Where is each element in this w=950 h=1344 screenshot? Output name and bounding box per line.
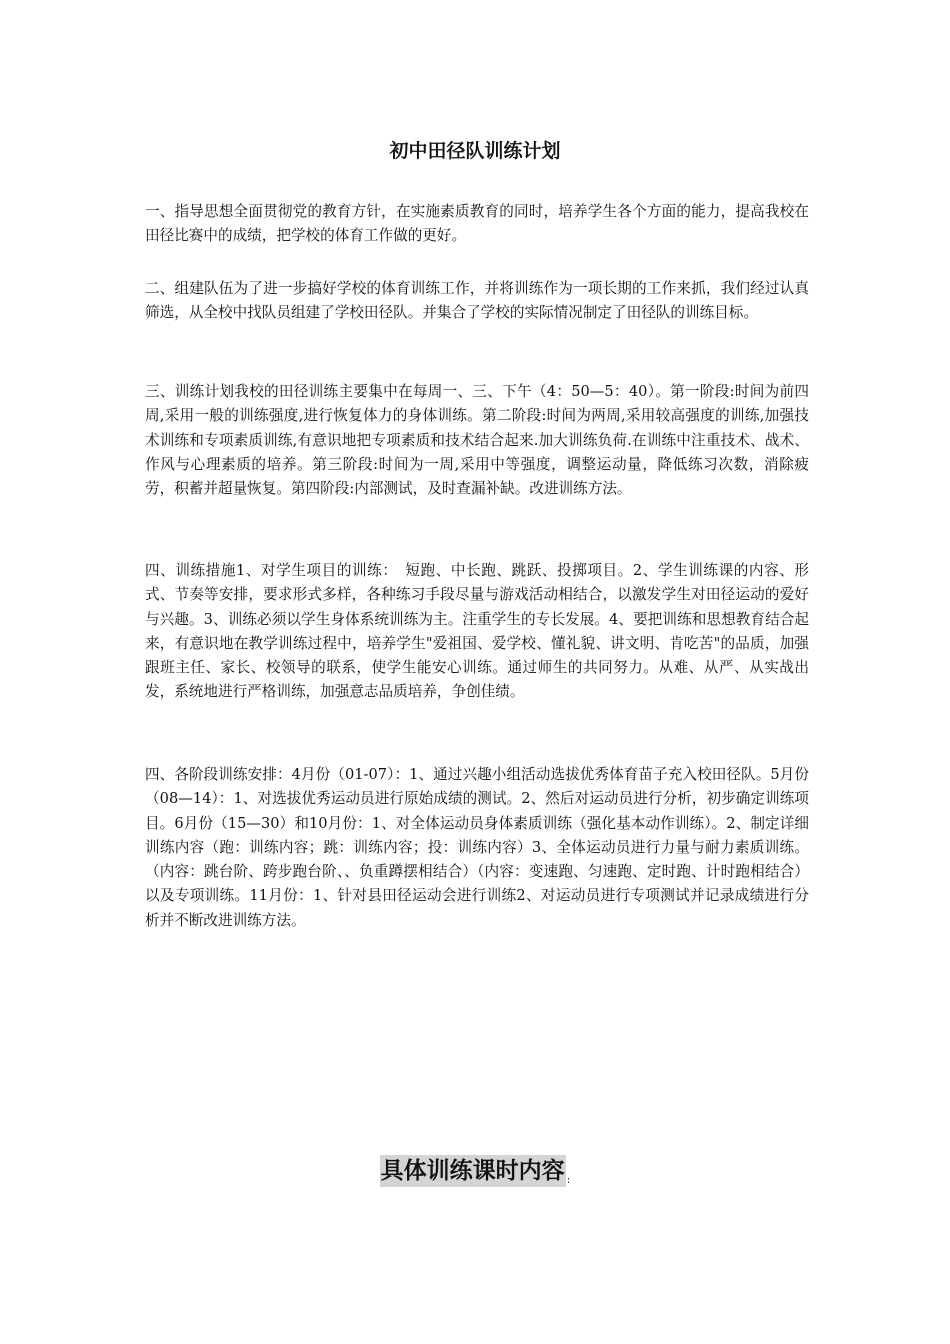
paragraph-training-plan: 三、训练计划我校的田径训练主要集中在每周一、三、下午（4：50—5：40）。第一阶段:时间为前四周,采用一般的训练强度,进行恢复体力的身体训练。第二阶段:时间为两周,采用较高强度的训练,加强技术训练和专项素质训练,有意识地把专项素质和技术结合起来.加大训练负荷.在训练中注重技术、战术、作风与心理素质的培养。第三阶段:时间为一周,采用中等强度，调整运动量，降低练习次数，消除疲劳，积蓄并超量恢复。第四阶段:内部测试，及时查漏补缺。改进训练方法。 — [145, 383, 809, 498]
paragraph-stage-schedule: 四、各阶段训练安排：4月份（01-07）：1、通过兴趣小组活动选拔优秀体育苗子充入校田径队。5月份（08—14）：1、对选拔优秀运动员进行原始成绩的测试。2、然后对运动员进行分析，初步确定训练项目。6月份（15—30）和10月份：1、对全体运动员身体素质训练（强化基本动作训练）。2、制定详细训练内容（跑：训练内容；跳：训练内容；投：训练内容）3、全体运动员进行力量与耐力素质训练。（内容：跳台阶、跨步跑台阶、、负重蹲摆相结合）（内容：变速跑、匀速跑、定时跑、计时跑相结合）以及专项训练。11月份：1、针对县田径运动会进行训练2、对运动员进行专项测试并记录成绩进行分析并不断改进训练方法。 — [145, 766, 809, 929]
document-title: 初中田径队训练计划 — [389, 140, 561, 162]
paragraph-training-measures: 四、训练措施1、对学生项目的训练： 短跑、中长跑、跳跃、投掷项目。2、学生训练课的内容、形式、节奏等安排，要求形式多样，各种练习手段尽量与游戏活动相结合，以激发学生对田径运动的爱好与兴趣。3、训练必须以学生身体系统训练为主。注重学生的专长发展。4、要把训练和思想教育结合起来，有意识地在教学训练过程中，培养学生"爱祖国、爱学校、懂礼貌、讲文明、肯吃苦"的品质，加强跟班主任、家长、校领导的联系，使学生能安心训练。通过师生的共同努力。从难、从严、从实战出发，系统地进行严格训练，加强意志品质培养，争创佳绩。 — [145, 562, 809, 701]
paragraph-team-building: 二、组建队伍为了进一步搞好学校的体育训练工作，并将训练作为一项长期的工作来抓，我们经过认真筛选，从全校中找队员组建了学校田径队。并集合了学校的实际情况制定了田径队的训练目标。 — [145, 280, 809, 322]
section-heading-text: 具体训练课时内容 — [380, 1155, 566, 1187]
paragraph-guiding-ideology: 一、指导思想全面贯彻党的教育方针，在实施素质教育的同时，培养学生各个方面的能力，提高我校在田径比赛中的成绩，把学校的体育工作做的更好。 — [145, 203, 809, 245]
section-heading — [0, 1155, 950, 1187]
section-heading-colon: : — [566, 1173, 571, 1186]
